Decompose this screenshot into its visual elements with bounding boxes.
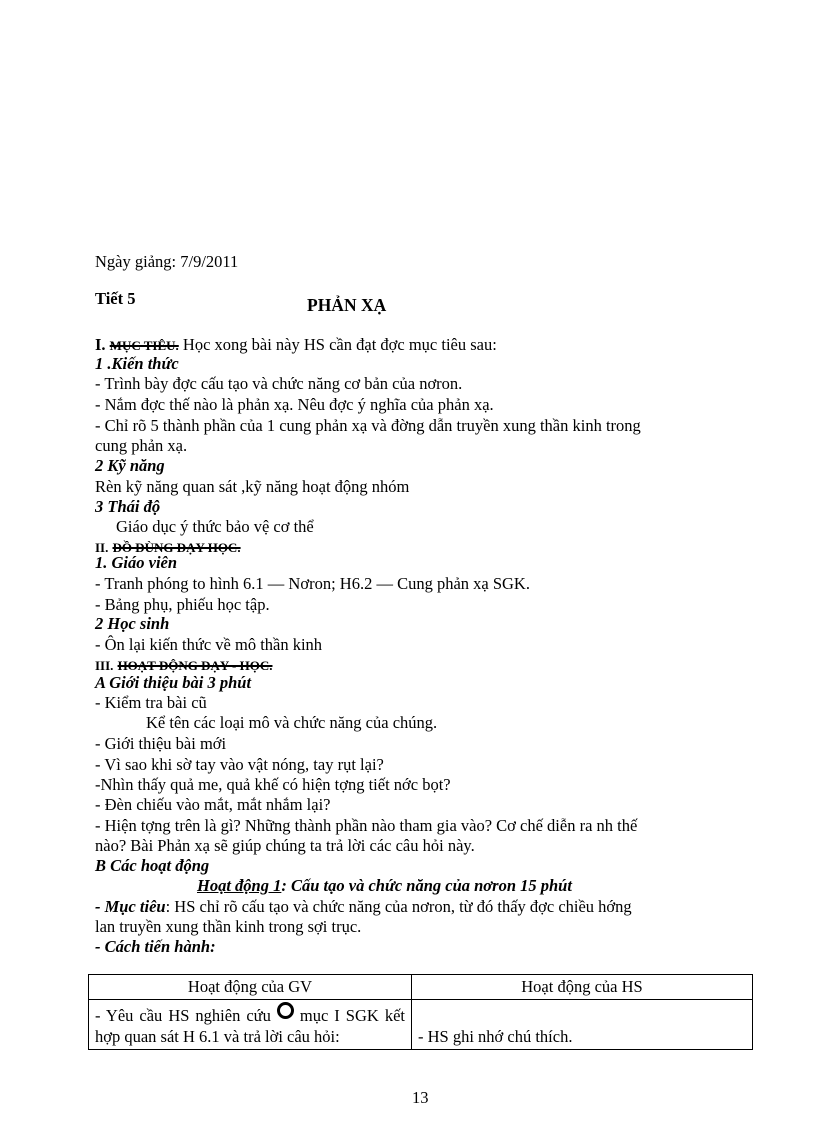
knowledge-item: - Nắm đợc thế nào là phản xạ. Nêu đợc ý nghĩa của phản xạ.	[95, 395, 494, 414]
activities-heading: B Các hoạt động	[95, 856, 210, 875]
table-header-row	[89, 975, 753, 1000]
teacher-item: - Bảng phụ, phiếu học tập.	[95, 595, 270, 614]
activity-1-label: Hoạt động 1	[197, 876, 282, 895]
section-2-heading: ĐỒ DÙNG DẠY HỌC.	[112, 540, 241, 555]
table-row	[89, 1000, 753, 1050]
cell-hs: - HS ghi nhớ chú thích.	[412, 1000, 753, 1050]
knowledge-item: cung phản xạ.	[95, 436, 188, 455]
section-2-number: II.	[95, 540, 109, 555]
objective-label: - Mục tiêu	[95, 897, 166, 916]
page-title: PHẢN XẠ	[307, 295, 387, 315]
activity-1-title: : Cấu tạo và chức năng của nơron 15 phút	[281, 876, 572, 895]
gv-text-part1: - Yêu cầu HS nghiên cứu	[95, 1006, 271, 1025]
activity-table	[88, 974, 753, 1050]
knowledge-item: - Trình bày đợc cấu tạo và chức năng cơ bản của nơron.	[95, 374, 463, 393]
skills-text: Rèn kỹ năng quan sát ,kỹ năng hoạt động nhóm	[95, 477, 410, 496]
knowledge-item: - Chỉ rõ 5 thành phần của 1 cung phản xạ và đờng dẫn truyền xung thần kinh trong	[95, 416, 641, 435]
knowledge-heading: 1 .Kiến thức	[95, 354, 179, 373]
intro-line: - Kiểm tra bài cũ	[95, 693, 207, 712]
intro-heading: A Giới thiệu bài 3 phút	[95, 673, 252, 692]
header-gv: Hoạt động của GV	[89, 975, 412, 1000]
section-1-line	[95, 335, 497, 356]
teacher-heading: 1. Giáo viên	[95, 553, 178, 572]
intro-line: - Đèn chiếu vào mắt, mắt nhắm lại?	[95, 795, 331, 814]
cell-gv	[89, 1000, 412, 1050]
section-1-number: I.	[95, 335, 106, 354]
intro-line: Kể tên các loại mô và chức năng của chúng.	[146, 713, 438, 732]
page-number: 13	[412, 1088, 429, 1107]
objective-line	[95, 897, 632, 917]
skills-heading: 2 Kỹ năng	[95, 456, 165, 475]
objective-text: : HS chỉ rõ cấu tạo và chức năng của nơron, từ đó thấy đợc chiều hớng	[165, 897, 632, 916]
section-3-heading: HOẠT ĐỘNG DẠY - HỌC.	[117, 658, 273, 673]
attitude-text: Giáo dục ý thức bảo vệ cơ thể	[116, 517, 314, 536]
teacher-item: - Tranh phóng to hình 6.1 — Nơron; H6.2 — Cung phản xạ SGK.	[95, 574, 530, 593]
section-1-intro: Học xong bài này HS cần đạt đợc mục tiêu sau:	[178, 335, 497, 354]
circle-icon	[277, 1002, 294, 1019]
intro-line: - Hiện tợng trên là gì? Những thành phần nào tham gia vào? Cơ chế diễn ra nh thế	[95, 816, 638, 835]
intro-line: -Nhìn thấy quả me, quả khế có hiện tợng tiết nớc bọt?	[95, 775, 451, 794]
intro-line: - Vì sao khi sờ tay vào vật nóng, tay rụt lại?	[95, 755, 384, 774]
lesson-number: Tiết 5	[95, 289, 136, 308]
intro-line: nào? Bài Phản xạ sẽ giúp chúng ta trả lời các câu hỏi này.	[95, 836, 475, 855]
section-3-number: III.	[95, 658, 114, 673]
date-line: Ngày giảng: 7/9/2011	[95, 252, 239, 271]
objective-text-cont: lan truyền xung thần kinh trong sợi trục.	[95, 917, 362, 936]
activity-1-heading	[197, 876, 572, 896]
student-heading: 2 Học sinh	[95, 614, 170, 633]
section-1-heading: MỤC TIÊU.	[109, 338, 179, 353]
method-heading: - Cách tiến hành:	[95, 937, 216, 956]
intro-line: - Giới thiệu bài mới	[95, 734, 227, 753]
attitude-heading: 3 Thái độ	[95, 497, 161, 516]
header-hs: Hoạt động của HS	[412, 975, 753, 1000]
student-item: - Ôn lại kiến thức về mô thần kinh	[95, 635, 323, 654]
gv-text-part2: mục I SGK kết hợp quan sát H 6.1 và trả lời câu hỏi:	[95, 1006, 405, 1046]
